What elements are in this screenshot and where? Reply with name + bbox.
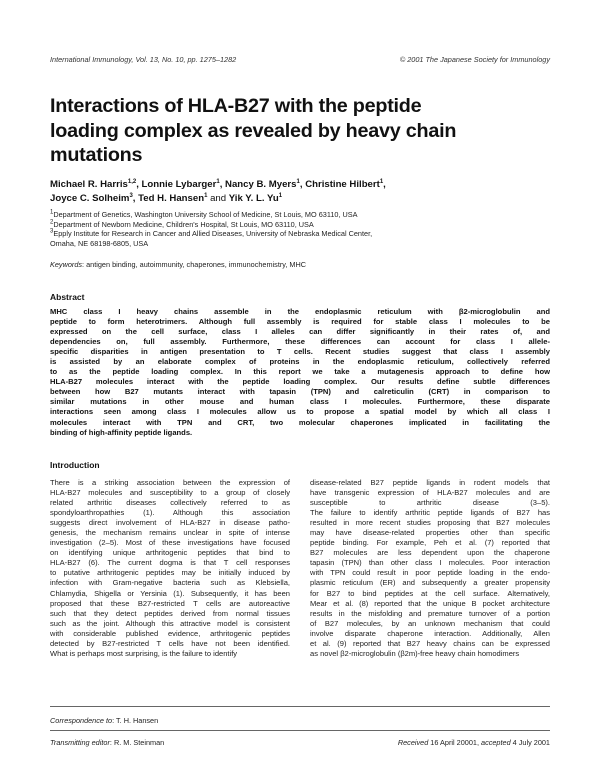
introduction-line: There is a striking association between the expression of bbox=[50, 478, 290, 487]
introduction-line: HLA-B27 (6). The current dogma is that T cell responses bbox=[50, 558, 290, 568]
abstract-heading: Abstract bbox=[50, 292, 85, 302]
abstract-line: between how B27 mutants interact with tapasin (TPN) and calreticulin (CRT) in comparison to bbox=[50, 387, 550, 397]
received-label: Received bbox=[397, 738, 429, 747]
introduction-line: proposed that these B27-restricted T cells are autoreactive bbox=[50, 598, 290, 608]
introduction-line: The failure to identify arthritic peptide ligands of B27 has bbox=[310, 508, 550, 518]
introduction-right-column bbox=[310, 478, 550, 659]
introduction-heading: Introduction bbox=[50, 460, 100, 470]
affiliation bbox=[50, 220, 550, 230]
accepted-date: 4 July 2001 bbox=[510, 738, 550, 747]
introduction-line: suggests direct involvement of HLA-B27 in disease patho- bbox=[50, 518, 290, 528]
received-accepted-dates bbox=[398, 738, 550, 747]
affiliation-number: 3 bbox=[50, 228, 54, 235]
abstract-line: similar mutations in other mouse and human class I molecules. Furthermore, these disparate bbox=[50, 397, 550, 407]
introduction-line: such that they detect peptides derived from normal tissues bbox=[50, 608, 290, 618]
author-affiliation-mark: 1 bbox=[216, 178, 220, 185]
affiliation-number: 1 bbox=[50, 209, 54, 216]
introduction-line: HLA-B27 molecules and susceptibility to a group of closely bbox=[50, 488, 290, 498]
keywords bbox=[50, 260, 550, 270]
author-name: Ted H. Hansen bbox=[138, 192, 205, 204]
introduction-line: with TPN could result in poor peptide loading in the endo- bbox=[310, 568, 550, 578]
introduction-left-column bbox=[50, 478, 290, 659]
author-separator: , bbox=[299, 179, 306, 190]
affiliation-text: Department of Newborn Medicine, Children's Hospital, St Louis, MO 63110, USA bbox=[53, 219, 314, 229]
introduction-line: related arthritic diseases collectively referred to as bbox=[50, 498, 290, 508]
journal-citation: International Immunology, Vol. 13, No. 10, pp. 1275–1282 bbox=[50, 55, 237, 64]
introduction-line: et al. (9) reported that B27 heavy chains can be expressed bbox=[310, 638, 550, 648]
introduction-line: peptide binding. For example, Peh et al. (7) reported that bbox=[310, 538, 550, 548]
author-list bbox=[50, 178, 555, 205]
keywords-text: : antigen binding, autoimmunity, chaperones, immunochemistry, MHC bbox=[82, 260, 307, 269]
introduction-line: as novel β2-microglobulin (β2m)-free heavy chain homodimers bbox=[310, 648, 520, 658]
introduction-line: on identifying unique arthritogenic peptides that bind to bbox=[50, 548, 290, 558]
introduction-line: resulted in more recent studies proposing that B27 molecules bbox=[310, 518, 550, 528]
author-name: Nancy B. Myers bbox=[225, 179, 297, 190]
author-name: Joyce C. Solheim bbox=[50, 192, 130, 204]
introduction-line: plasmic reticulum (ER) and subsequently a greater propensity bbox=[310, 578, 550, 588]
affiliation bbox=[50, 229, 550, 239]
footer-divider bbox=[50, 730, 550, 731]
abstract-line: dependencies on, full assembly. Furthermore, these differences can account for class I allele- bbox=[50, 337, 550, 347]
abstract-line: binding of high-affinity peptide ligands. bbox=[50, 427, 193, 437]
abstract-line: expressed on the cell surface, class I alleles can differ significantly in their rates of, and bbox=[50, 327, 550, 337]
correspondence-note bbox=[50, 716, 158, 725]
affiliation-text: Epply Institute for Research in Cancer and Allied Diseases, University of Nebraska Medical Center, bbox=[53, 229, 373, 239]
affiliation-number: 2 bbox=[50, 219, 54, 226]
introduction-line: involve disparate chaperone interaction. Additionally, Allen bbox=[310, 628, 550, 638]
introduction-line: infection with Gram-negative bacteria such as Klebsiella, bbox=[50, 578, 290, 588]
introduction-line: to putative arthritogenic peptides may be initially induced by bbox=[50, 568, 290, 578]
affiliation bbox=[50, 239, 550, 249]
introduction-line: What is perhaps most surprising, is the failure to identify bbox=[50, 648, 238, 658]
abstract-line: peptide to form heterotrimers. Although full assembly is required for stable class I molecules to be bbox=[50, 317, 550, 327]
introduction-line: with considerable published evidence, arthritogenic peptides bbox=[50, 628, 290, 638]
introduction-line: detected by B27-restricted T cells have not been identified. bbox=[50, 638, 290, 648]
keywords-label: Keywords bbox=[50, 260, 83, 269]
introduction-line: Chlamydia, Shigella or Yersinia (1). Subsequently, it has been bbox=[50, 588, 290, 598]
abstract-line: molecules interact with TPN and CRT, two molecular chaperones implicated in facilitating the bbox=[50, 417, 550, 427]
affiliation-text: Department of Genetics, Washington University School of Medicine, St Louis, MO 63110, USA bbox=[53, 210, 358, 219]
author-line bbox=[50, 178, 555, 192]
introduction-line: disease-related B27 peptide ligands in rodent models that bbox=[310, 478, 550, 487]
author-line bbox=[50, 192, 555, 206]
affiliation-list bbox=[50, 210, 550, 249]
title-line: mutations bbox=[50, 144, 143, 166]
author-affiliation-mark: 1 bbox=[379, 178, 384, 185]
article-title bbox=[50, 94, 550, 168]
affiliation bbox=[50, 210, 550, 220]
abstract-line: HLA-B27 molecules interact with the peptide loading complex. Our results define subtle differences bbox=[50, 377, 550, 387]
author-name: Lonnie Lybarger bbox=[141, 179, 217, 190]
author-affiliation-mark: 1,2 bbox=[127, 178, 137, 185]
author-separator: , bbox=[132, 192, 139, 204]
abstract-line: specific disparities in antigen presentation to T cells. Recent studies suggest that class I assembly bbox=[50, 347, 550, 357]
author-separator: and bbox=[207, 192, 229, 204]
correspondence-label: Correspondence to bbox=[50, 716, 113, 725]
transmitting-name: : R. M. Steinman bbox=[109, 738, 165, 747]
author-separator: , bbox=[219, 179, 226, 190]
introduction-line: tapasin (TPN) than other class I molecules. Poor interaction bbox=[310, 558, 550, 568]
author-name: Michael R. Harris bbox=[50, 179, 128, 190]
abstract-body bbox=[50, 307, 550, 438]
title-line: loading complex as revealed by heavy chain bbox=[50, 119, 457, 142]
author-separator: , bbox=[136, 179, 142, 190]
author-name: Yik Y. L. Yu bbox=[228, 192, 279, 204]
introduction-line: genesis, the mechanism remains unclear in spite of intense bbox=[50, 528, 290, 538]
transmitting-editor bbox=[50, 738, 164, 747]
introduction-line: susceptible to arthritic disease (3–5). bbox=[310, 498, 550, 508]
title-line: Interactions of HLA-B27 with the peptide bbox=[50, 95, 422, 117]
introduction-line: have transgenic expression of HLA-B27 molecules and are bbox=[310, 488, 550, 498]
abstract-line: interactions seen among class I molecules allow us to propose a spatial model by which all class I bbox=[50, 407, 550, 417]
correspondence-name: : T. H. Hansen bbox=[112, 716, 159, 725]
introduction-line: for B27 to bind peptides at the cell surface. Alternatively, bbox=[310, 588, 550, 598]
author-separator: , bbox=[383, 179, 386, 190]
abstract-line: MHC class I heavy chains assemble in the endoplasmic reticulum with β2-microglobulin and bbox=[50, 307, 550, 316]
author-name: Christine Hilbert bbox=[305, 179, 380, 190]
footer-divider bbox=[50, 706, 550, 707]
affiliation-text: Omaha, NE 68198-6805, USA bbox=[50, 239, 149, 249]
introduction-line: of B27 molecules, by an unknown mechanism that could bbox=[310, 618, 550, 628]
introduction-line: B27 molecules are less dependent upon the chaperone bbox=[310, 548, 550, 558]
author-affiliation-mark: 1 bbox=[204, 192, 208, 199]
accepted-label: accepted bbox=[481, 738, 511, 747]
received-date: 16 April 20001, bbox=[428, 738, 482, 747]
introduction-line: Mear et al. (8) reported that the unique B pocket architecture bbox=[310, 598, 550, 608]
abstract-line: is assisted by an elaborate complex of proteins in the endoplasmic reticulum, collectively referred bbox=[50, 357, 550, 367]
introduction-line: results in the misfolding and premature turnover of a portion bbox=[310, 608, 550, 618]
author-affiliation-mark: 1 bbox=[278, 192, 283, 199]
abstract-line: to as the peptide loading complex. In this report we take a mutagenesis approach to define how bbox=[50, 367, 550, 377]
introduction-line: investigation (2–5). Most of these investigations have focused bbox=[50, 538, 290, 548]
copyright-notice: © 2001 The Japanese Society for Immunology bbox=[399, 55, 550, 64]
introduction-line: spondyloarthropathies (1). Although this association bbox=[50, 508, 290, 518]
author-affiliation-mark: 3 bbox=[129, 192, 133, 199]
introduction-line: such as the joint. Although this attractive model is consistent bbox=[50, 618, 290, 628]
introduction-line: may have disease-related properties other than specific bbox=[310, 528, 550, 538]
transmitting-label: Transmitting editor bbox=[50, 738, 110, 747]
author-affiliation-mark: 1 bbox=[296, 178, 300, 185]
